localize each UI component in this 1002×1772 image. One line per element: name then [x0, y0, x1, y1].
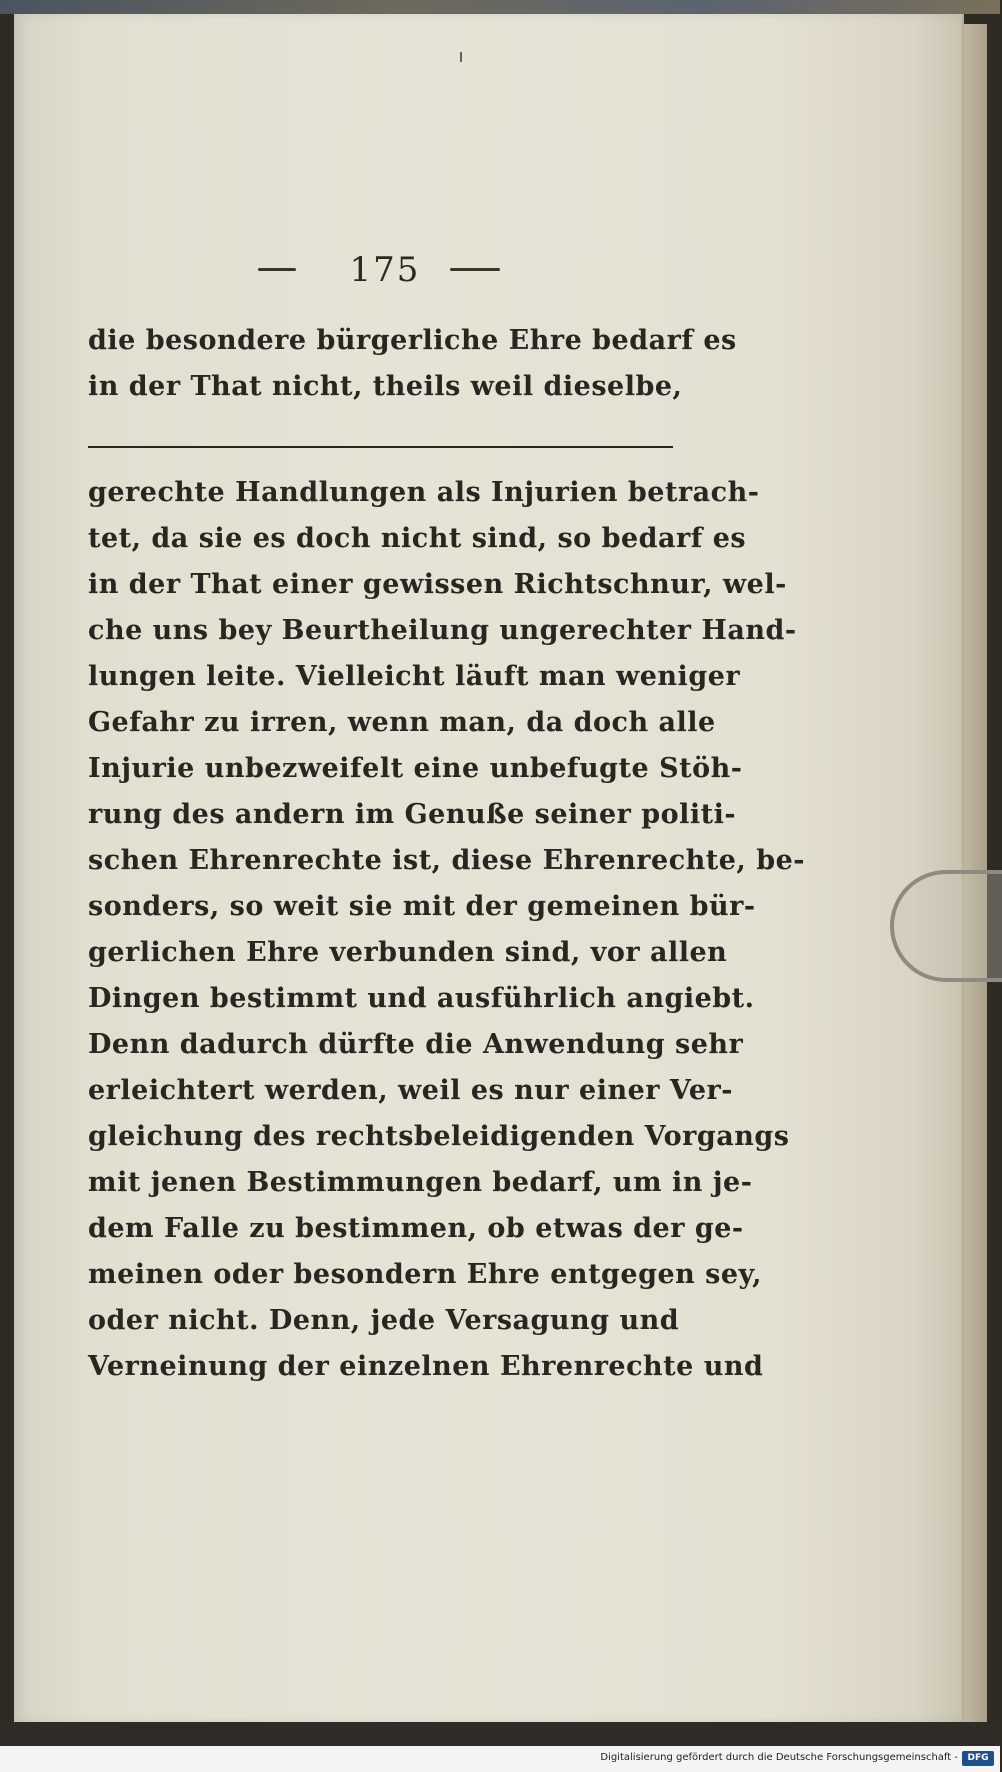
text-line: rung des andern im Genuße seiner politi-: [88, 799, 737, 830]
text-line: che uns bey Beurtheilung ungerechter Hand-: [88, 615, 797, 646]
margin-mark: [460, 52, 462, 62]
page-header: [250, 250, 510, 290]
scanner-top-strip: [0, 0, 1000, 14]
text-line: sonders, so weit sie mit der gemeinen bür-: [88, 891, 756, 922]
text-line: die besondere bürgerliche Ehre bedarf es: [88, 325, 737, 356]
continuation-block: [88, 318, 737, 410]
text-line: meinen oder besondern Ehre entgegen sey,: [88, 1259, 763, 1290]
text-line: erleichtert werden, weil es nur einer Ver-: [88, 1075, 733, 1106]
text-line: Gefahr zu irren, wenn man, da doch alle: [88, 707, 716, 738]
text-line: gerechte Handlungen als Injurien betrach-: [88, 477, 760, 508]
text-line: schen Ehrenrechte ist, diese Ehrenrechte, be-: [88, 845, 805, 876]
page-number: 175: [349, 250, 421, 290]
text-line: Denn dadurch dürfte die Anwendung sehr: [88, 1029, 744, 1060]
text-line: in der That einer gewissen Richtschnur, wel-: [88, 569, 787, 600]
text-line: mit jenen Bestimmungen bedarf, um in je-: [88, 1167, 753, 1198]
text-line: gerlichen Ehre verbunden sind, vor allen: [88, 937, 728, 968]
dfg-logo: DFG: [962, 1751, 994, 1766]
text-line: gleichung des rechtsbeleidigenden Vorgangs: [88, 1121, 790, 1152]
bleed-through-text: [110, 412, 650, 440]
footer-bar: [0, 1746, 1000, 1772]
header-dash-left: [258, 268, 296, 271]
scanner-bottom-strip: [0, 1722, 1000, 1746]
text-line: in der That nicht, theils weil dieselbe,: [88, 371, 683, 402]
footer-credit: Digitalisierung gefördert durch die Deutsche Forschungsgemeinschaft -: [600, 1752, 958, 1763]
text-line: tet, da sie es doch nicht sind, so bedarf es: [88, 523, 747, 554]
text-line: Injurie unbezweifelt eine unbefugte Stöh-: [88, 753, 743, 784]
body-text: [88, 470, 805, 1390]
header-dash-right: [450, 268, 500, 271]
section-divider: [88, 446, 673, 448]
text-line: Dingen bestimmt und ausführlich angiebt.: [88, 983, 755, 1014]
page-clip: [890, 870, 1002, 982]
text-line: oder nicht. Denn, jede Versagung und: [88, 1305, 680, 1336]
text-line: dem Falle zu bestimmen, ob etwas der ge-: [88, 1213, 744, 1244]
text-line: Verneinung der einzelnen Ehrenrechte und: [88, 1351, 764, 1382]
text-line: lungen leite. Vielleicht läuft man weniger: [88, 661, 741, 692]
